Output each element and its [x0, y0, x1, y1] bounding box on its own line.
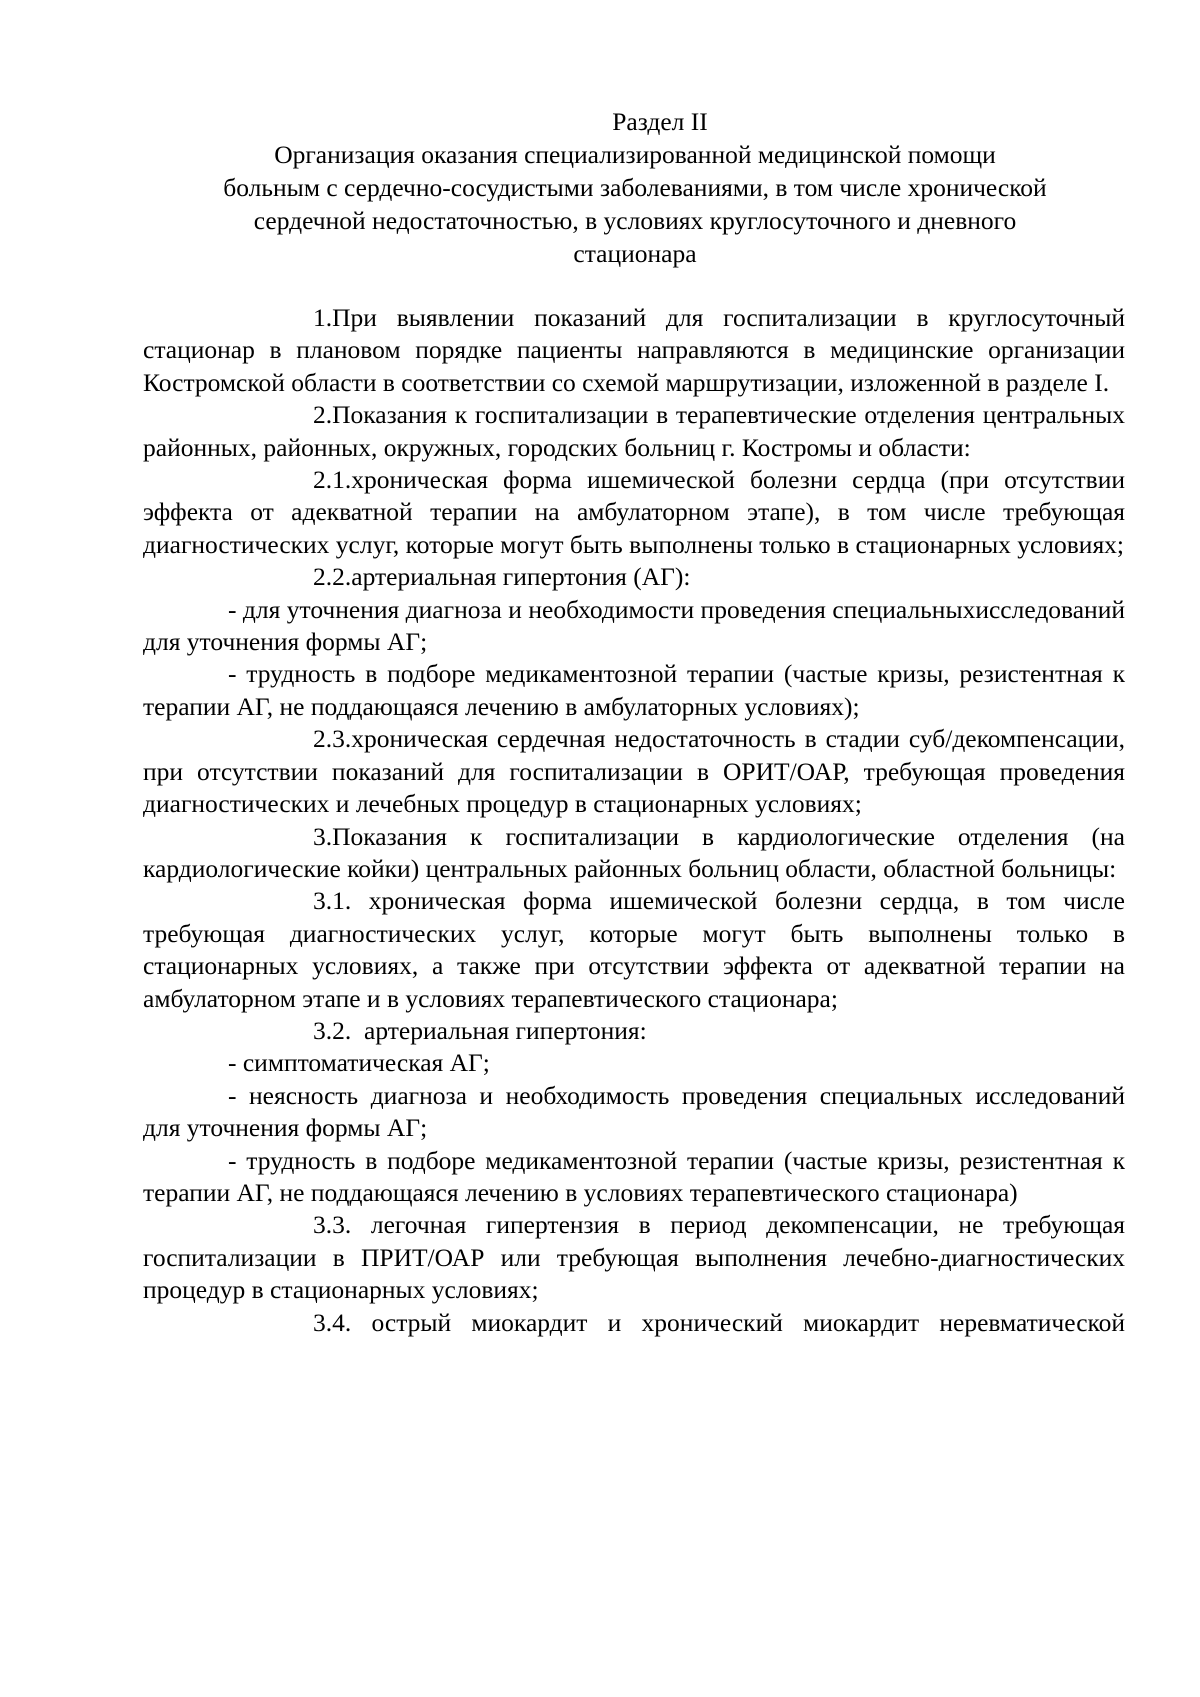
paragraph-3-2	[143, 1015, 1125, 1047]
paragraph-number: 1.	[313, 303, 333, 332]
paragraph-2-2	[143, 561, 1125, 593]
paragraph-text: хроническая форма ишемической болезни сердца (при отсутствии эффекта от адекватной терапии на амбулаторном этапе), в том числе требующая диагностических услуг, которые могут быть выполнены только в стационарных условиях;	[143, 465, 1125, 559]
paragraph-text: - неясность диагноза и необходимость проведения специальных исследований для уточнения формы АГ;	[143, 1080, 1125, 1143]
paragraph-2-3	[143, 723, 1125, 820]
paragraph-number: 3.2.	[313, 1015, 352, 1045]
list-item	[143, 1080, 1125, 1145]
paragraph-text: острый миокардит и хронический миокардит неревматической	[371, 1307, 1125, 1337]
paragraph-number: 2.3.	[313, 724, 352, 754]
paragraph-number: 2.	[313, 400, 333, 430]
paragraph-text: Показания к госпитализации в терапевтические отделения центральных районных, районных, окружных, городских больниц г. Костромы и области:	[143, 400, 1125, 462]
paragraph-2-1	[143, 464, 1125, 561]
paragraph-2	[143, 399, 1125, 464]
paragraph-text: легочная гипертензия в период декомпенсации, не требующая госпитализации в ПРИТ/ОАР или требующая выполнения лечебно-диагностических процедур в стационарных условиях;	[143, 1210, 1126, 1305]
paragraph-text: При выявлении показаний для госпитализации в круглосуточный стационар в плановом порядке пациенты направляются в медицинские организации Костромской области в соответствии со схемой маршрутизации, изложенной в разделе I.	[143, 303, 1125, 397]
paragraph-text: хроническая форма ишемической болезни сердца, в том числе требующая диагностических услуг, которые могут быть выполнены только в стационарных условиях, а также при отсутствии эффекта от адекватной терапии на амбулаторном этапе и в условиях терапевтического стационара;	[143, 886, 1125, 1013]
document-body	[143, 302, 1125, 1339]
paragraph-3	[143, 821, 1125, 886]
list-item	[143, 658, 1125, 723]
heading-line: стационара	[573, 239, 697, 268]
heading-line: больным с сердечно-сосудистыми заболеваниями, в том числе хронической	[223, 173, 1047, 202]
section-heading	[143, 138, 1127, 270]
paragraph-number: 3.4.	[313, 1307, 352, 1337]
paragraph-text: хроническая сердечная недостаточность в стадии суб/декомпенсации, при отсутствии показаний для госпитализации в ОРИТ/ОАР, требующая проведения диагностических и лечебных процедур в стационарных условиях;	[143, 724, 1125, 819]
paragraph-3-3	[143, 1209, 1125, 1306]
list-item	[143, 1145, 1125, 1210]
paragraph-text: - симптоматическая АГ;	[228, 1048, 490, 1078]
heading-line: Организация оказания специализированной медицинской помощи	[274, 140, 996, 169]
paragraph-number: 2.1.	[313, 465, 352, 495]
heading-line: сердечной недостаточностью, в условиях круглосуточного и дневного	[253, 206, 1017, 235]
paragraph-text: - трудность в подборе медикаментозной терапии (частые кризы, резистентная к терапии АГ, не поддающаяся лечению в амбулаторных условиях);	[143, 659, 1125, 721]
list-item	[143, 1047, 1125, 1079]
list-item	[143, 594, 1125, 659]
paragraph-number: 2.2.	[313, 562, 352, 592]
paragraph-3-4	[143, 1307, 1125, 1339]
paragraph-number: 3.1.	[313, 886, 352, 916]
paragraph-text: - для уточнения диагноза и необходимости проведения специальныхисследований для уточнения формы АГ;	[143, 594, 1125, 657]
paragraph-text: артериальная гипертония (АГ):	[351, 562, 691, 592]
paragraph-number: 3.	[313, 821, 333, 851]
paragraph-text: Показания к госпитализации в кардиологические отделения (на кардиологические койки) центральных районных больниц области, областной больницы:	[143, 821, 1125, 883]
paragraph-1	[143, 302, 1125, 399]
paragraph-text: артериальная гипертония:	[364, 1015, 647, 1045]
paragraph-number: 3.3.	[313, 1210, 352, 1240]
section-label: Раздел II	[612, 107, 708, 136]
paragraph-text: - трудность в подборе медикаментозной терапии (частые кризы, резистентная к терапии АГ, не поддающаяся лечению в условиях терапевтического стационара)	[143, 1145, 1125, 1207]
paragraph-3-1	[143, 885, 1125, 1015]
